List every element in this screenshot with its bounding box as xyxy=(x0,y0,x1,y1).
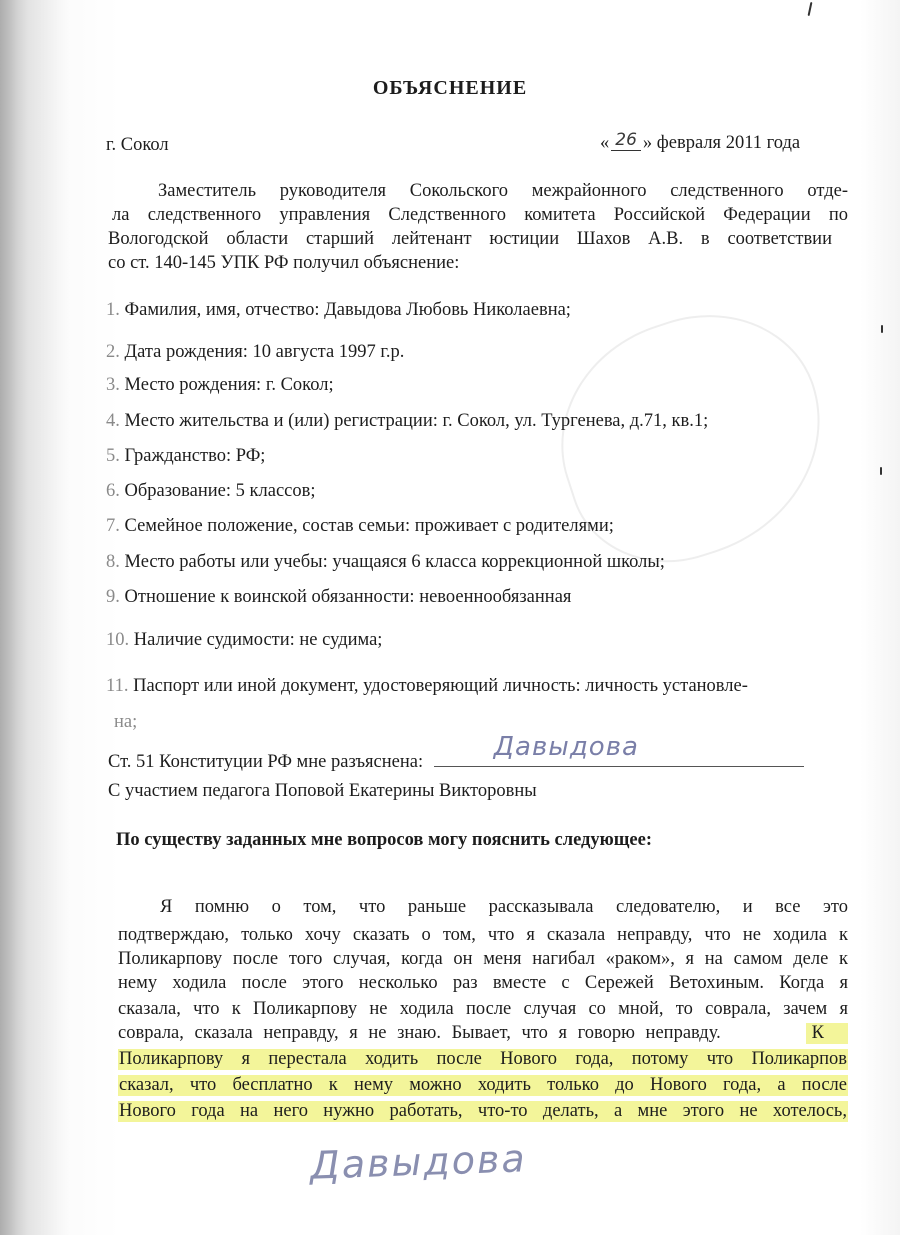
field-number: 4. xyxy=(106,411,120,431)
field-text: Отношение к воинской обязанности: невоеннообязанная xyxy=(124,587,572,607)
body-line-1: Я помню о том, что раньше рассказывала следователю, и все это xyxy=(160,897,848,917)
field-text: Место рождения: г. Сокол; xyxy=(124,375,334,395)
body-line-6 xyxy=(118,1023,848,1044)
field-text: Наличие судимости: не судима; xyxy=(133,630,383,650)
date-open-quote: « xyxy=(600,133,610,153)
pedagogue-line: С участием педагога Поповой Екатерины Викторовны xyxy=(108,781,537,801)
body-line-3: Поликарпову после того случая, когда он меня нагибал «раком», я на самом деле к xyxy=(118,949,848,969)
field-number: 10. xyxy=(106,630,130,650)
field-text: Место жительства и (или) регистрации: г. Сокол, ул. Тургенева, д.71, кв.1; xyxy=(124,411,709,431)
field-text: Паспорт или иной документ, удостоверяющий личность: личность установле- xyxy=(133,676,748,696)
field-number: 7. xyxy=(106,516,120,536)
field-number: 6. xyxy=(106,481,120,501)
highlighted-line-2 xyxy=(118,1075,848,1096)
intro-line-4: со ст. 140-145 УПК РФ получил объяснение: xyxy=(108,253,460,273)
field-1 xyxy=(106,300,571,321)
highlighted-line-1 xyxy=(118,1049,848,1070)
body-line-2: подтверждаю, только хочу сказать о том, что я сказала неправду, что не ходила к xyxy=(118,925,848,945)
field-number: 1. xyxy=(106,300,120,320)
bottom-handwritten-signature: Давыдова xyxy=(309,1136,528,1188)
scan-shadow xyxy=(0,0,70,1235)
highlighted-line-3 xyxy=(118,1101,848,1122)
field-number: 3. xyxy=(106,375,120,395)
signature-line xyxy=(434,732,804,767)
field-number: 2. xyxy=(106,342,120,362)
constitution-label: Ст. 51 Конституции РФ мне разъяснена: xyxy=(108,752,424,772)
field-2 xyxy=(106,342,404,363)
field-11-continuation: на; xyxy=(114,712,138,732)
date-rest: » февраля 2011 года xyxy=(642,133,801,153)
field-text: Гражданство: РФ; xyxy=(124,446,266,466)
field-text: Фамилия, имя, отчество: Давыдова Любовь Николаевна; xyxy=(124,300,571,320)
body-line-6-highlight: К xyxy=(806,1023,848,1044)
highlight: Нового года на него нужно работать, что-то делать, а мне этого не хотелось, xyxy=(119,1101,847,1121)
document-date xyxy=(600,130,801,154)
field-10 xyxy=(106,630,382,651)
field-4 xyxy=(106,411,708,432)
field-number: 9. xyxy=(106,587,120,607)
intro-line-1: Заместитель руководителя Сокольского межрайонного следственного отде- xyxy=(158,181,848,201)
handwritten-signature: Давыдова xyxy=(493,732,639,762)
city: г. Сокол xyxy=(106,135,169,155)
field-number: 5. xyxy=(106,446,120,466)
field-8 xyxy=(106,552,665,573)
constitution-row xyxy=(108,732,804,773)
field-text: Место работы или учебы: учащаяся 6 класса коррекционной школы; xyxy=(124,552,665,572)
field-7 xyxy=(106,516,614,537)
field-text: Дата рождения: 10 августа 1997 г.р. xyxy=(124,342,405,362)
highlight: сказал, что бесплатно к нему можно ходить только до Нового года, а после xyxy=(119,1075,847,1095)
field-6 xyxy=(106,481,316,502)
body-line-5: сказала, что к Поликарпову не ходила после случая со мной, то соврала, зачем я xyxy=(118,999,848,1019)
field-number: 11. xyxy=(106,676,129,696)
scan-mark xyxy=(808,2,813,16)
scan-mark xyxy=(880,467,882,475)
scan-mark xyxy=(881,325,883,333)
body-line-6-text: соврала, сказала неправду, я не знаю. Бывает, что я говорю неправду. xyxy=(118,1023,721,1043)
field-9 xyxy=(106,587,571,608)
section-heading: По существу заданных мне вопросов могу пояснить следующее: xyxy=(116,830,653,850)
highlight: Поликарпову я перестала ходить после Нового года, потому что Поликарпов xyxy=(119,1049,847,1069)
date-day: 26 xyxy=(611,130,641,151)
field-text: Семейное положение, состав семьи: проживает с родителями; xyxy=(124,516,614,536)
field-number: 8. xyxy=(106,552,120,572)
field-5 xyxy=(106,446,265,467)
body-line-4: нему ходила после этого несколько раз вместе с Сережей Ветохиным. Когда я xyxy=(118,973,848,993)
intro-line-2: ла следственного управления Следственного комитета Российской Федерации по xyxy=(112,205,848,225)
field-11 xyxy=(106,676,748,697)
field-3 xyxy=(106,375,334,396)
intro-line-3: Вологодской области старший лейтенант юстиции Шахов А.В. в соответствии xyxy=(108,229,832,249)
bleed-through-scribble xyxy=(530,285,853,589)
document-title: ОБЪЯСНЕНИЕ xyxy=(372,77,528,99)
field-text: Образование: 5 классов; xyxy=(124,481,316,501)
